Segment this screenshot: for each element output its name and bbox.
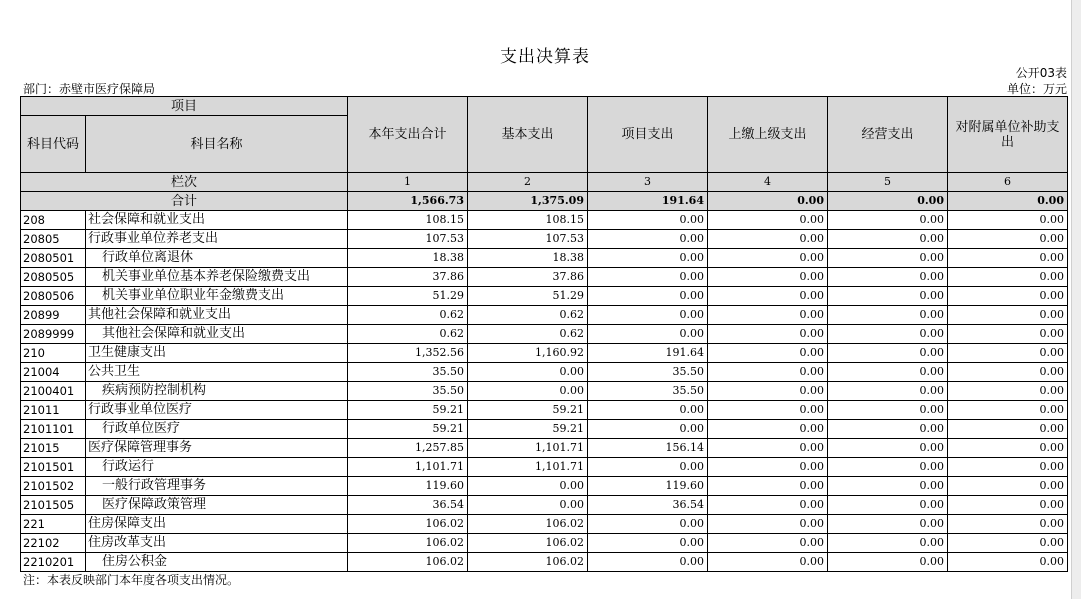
- row-value: 0.00: [708, 249, 828, 268]
- table-row: [21, 458, 1068, 477]
- row-value: 106.02: [348, 534, 468, 553]
- form-meta: [1007, 65, 1067, 97]
- table-row: [21, 477, 1068, 496]
- table-row: [21, 401, 1068, 420]
- row-name: 行政单位医疗: [86, 420, 348, 439]
- row-value: 119.60: [348, 477, 468, 496]
- column-number-row: [21, 173, 1068, 192]
- row-value: 108.15: [468, 211, 588, 230]
- table-row: [21, 515, 1068, 534]
- row-value: 0.00: [828, 477, 948, 496]
- row-value: 0.00: [828, 553, 948, 572]
- table-row: [21, 420, 1068, 439]
- total-value-cell: 1,375.09: [468, 192, 588, 211]
- row-value: 0.00: [588, 230, 708, 249]
- row-value: 35.50: [588, 382, 708, 401]
- header-item-group: 项目: [21, 97, 348, 116]
- row-code: 210: [21, 344, 86, 363]
- row-value: 51.29: [348, 287, 468, 306]
- row-value: 0.00: [828, 534, 948, 553]
- row-value: 0.00: [708, 477, 828, 496]
- header-operating: 经营支出: [828, 97, 948, 173]
- row-value: 0.00: [708, 211, 828, 230]
- row-value: 0.00: [708, 287, 828, 306]
- column-number-cell: 1: [348, 173, 468, 192]
- row-value: 0.00: [948, 344, 1068, 363]
- row-value: 107.53: [348, 230, 468, 249]
- row-value: 0.00: [948, 287, 1068, 306]
- row-value: 0.00: [828, 211, 948, 230]
- row-value: 0.00: [948, 268, 1068, 287]
- table-row: [21, 439, 1068, 458]
- row-value: 35.50: [588, 363, 708, 382]
- row-value: 59.21: [468, 401, 588, 420]
- total-value-cell: 1,566.73: [348, 192, 468, 211]
- row-name: 住房保障支出: [86, 515, 348, 534]
- footnote: 注：本表反映部门本年度各项支出情况。: [23, 573, 240, 587]
- row-value: 0.00: [588, 553, 708, 572]
- table-row: [21, 230, 1068, 249]
- row-value: 106.02: [348, 515, 468, 534]
- row-value: 36.54: [348, 496, 468, 515]
- row-value: 0.00: [588, 401, 708, 420]
- row-value: 0.00: [588, 325, 708, 344]
- row-name: 机关事业单位职业年金缴费支出: [86, 287, 348, 306]
- row-value: 106.02: [468, 553, 588, 572]
- row-name: 其他社会保障和就业支出: [86, 325, 348, 344]
- row-value: 0.00: [468, 382, 588, 401]
- row-name: 医疗保障政策管理: [86, 496, 348, 515]
- row-value: 0.00: [468, 363, 588, 382]
- row-value: 0.00: [948, 534, 1068, 553]
- row-value: 0.00: [708, 553, 828, 572]
- row-value: 0.00: [708, 515, 828, 534]
- row-code: 208: [21, 211, 86, 230]
- total-value-cell: 0.00: [828, 192, 948, 211]
- row-value: 0.00: [708, 325, 828, 344]
- row-value: 1,101.71: [468, 458, 588, 477]
- row-name: 其他社会保障和就业支出: [86, 306, 348, 325]
- row-name: 行政运行: [86, 458, 348, 477]
- row-value: 0.00: [948, 439, 1068, 458]
- row-value: 1,101.71: [468, 439, 588, 458]
- row-code: 2100401: [21, 382, 86, 401]
- row-value: 0.00: [948, 553, 1068, 572]
- row-name: 住房公积金: [86, 553, 348, 572]
- row-value: 37.86: [348, 268, 468, 287]
- row-value: 0.00: [948, 401, 1068, 420]
- row-code: 22102: [21, 534, 86, 553]
- row-value: 0.00: [948, 306, 1068, 325]
- row-value: 0.00: [828, 287, 948, 306]
- row-value: 0.00: [828, 420, 948, 439]
- row-value: 119.60: [588, 477, 708, 496]
- row-value: 1,352.56: [348, 344, 468, 363]
- row-value: 106.02: [468, 534, 588, 553]
- row-value: 0.62: [468, 325, 588, 344]
- row-value: 0.00: [948, 325, 1068, 344]
- row-value: 0.00: [468, 496, 588, 515]
- row-code: 2101502: [21, 477, 86, 496]
- row-code: 2080505: [21, 268, 86, 287]
- column-number-cell: 2: [468, 173, 588, 192]
- row-value: 0.00: [588, 249, 708, 268]
- row-name: 一般行政管理事务: [86, 477, 348, 496]
- row-code: 2210201: [21, 553, 86, 572]
- row-value: 1,160.92: [468, 344, 588, 363]
- row-value: 0.00: [588, 515, 708, 534]
- form-number: 公开03表: [1015, 66, 1067, 80]
- header-name: 科目名称: [86, 116, 348, 173]
- row-value: 0.00: [828, 249, 948, 268]
- row-value: 35.50: [348, 363, 468, 382]
- row-value: 0.00: [828, 439, 948, 458]
- row-value: 0.00: [708, 458, 828, 477]
- row-value: 0.00: [828, 401, 948, 420]
- table-row: [21, 249, 1068, 268]
- row-value: 0.00: [828, 363, 948, 382]
- row-value: 0.00: [828, 515, 948, 534]
- row-value: 37.86: [468, 268, 588, 287]
- row-value: 0.00: [948, 211, 1068, 230]
- table-row: [21, 325, 1068, 344]
- row-name: 行政事业单位养老支出: [86, 230, 348, 249]
- row-value: 0.00: [588, 211, 708, 230]
- row-name: 行政单位离退休: [86, 249, 348, 268]
- row-value: 106.02: [348, 553, 468, 572]
- row-value: 0.00: [588, 420, 708, 439]
- column-number-cell: 3: [588, 173, 708, 192]
- row-value: 0.00: [828, 230, 948, 249]
- row-code: 21004: [21, 363, 86, 382]
- row-value: 0.00: [948, 420, 1068, 439]
- row-value: 59.21: [348, 420, 468, 439]
- row-value: 0.00: [708, 420, 828, 439]
- row-value: 18.38: [468, 249, 588, 268]
- header-total: 本年支出合计: [348, 97, 468, 173]
- header-subsidy: 对附属单位补助支出: [948, 97, 1068, 173]
- column-number-cell: 6: [948, 173, 1068, 192]
- row-name: 社会保障和就业支出: [86, 211, 348, 230]
- row-name: 住房改革支出: [86, 534, 348, 553]
- row-name: 卫生健康支出: [86, 344, 348, 363]
- row-value: 51.29: [468, 287, 588, 306]
- table-row: [21, 344, 1068, 363]
- header-basic: 基本支出: [468, 97, 588, 173]
- row-value: 0.00: [588, 287, 708, 306]
- total-row: [21, 192, 1068, 211]
- expenditure-table: [20, 96, 1068, 572]
- row-code: 2101501: [21, 458, 86, 477]
- row-name: 行政事业单位医疗: [86, 401, 348, 420]
- row-value: 0.00: [948, 458, 1068, 477]
- row-value: 0.00: [708, 230, 828, 249]
- table-row: [21, 553, 1068, 572]
- row-code: 20899: [21, 306, 86, 325]
- table-body: [21, 211, 1068, 572]
- row-code: 2101101: [21, 420, 86, 439]
- row-value: 156.14: [588, 439, 708, 458]
- row-value: 0.00: [588, 458, 708, 477]
- row-value: 107.53: [468, 230, 588, 249]
- row-value: 0.00: [948, 363, 1068, 382]
- row-value: 1,101.71: [348, 458, 468, 477]
- header-code: 科目代码: [21, 116, 86, 173]
- row-value: 0.00: [828, 382, 948, 401]
- row-value: 0.00: [948, 477, 1068, 496]
- row-value: 0.00: [828, 344, 948, 363]
- row-value: 0.00: [948, 230, 1068, 249]
- row-value: 0.00: [828, 306, 948, 325]
- column-number-cell: 5: [828, 173, 948, 192]
- header-project: 项目支出: [588, 97, 708, 173]
- row-value: 1,257.85: [348, 439, 468, 458]
- row-code: 21011: [21, 401, 86, 420]
- row-value: 0.00: [948, 496, 1068, 515]
- row-value: 0.00: [828, 268, 948, 287]
- row-value: 0.00: [588, 268, 708, 287]
- table-row: [21, 211, 1068, 230]
- row-value: 0.62: [468, 306, 588, 325]
- row-value: 0.00: [588, 534, 708, 553]
- total-value-cell: 0.00: [948, 192, 1068, 211]
- expenditure-table-wrapper: [20, 96, 1068, 572]
- row-value: 0.62: [348, 306, 468, 325]
- row-value: 0.00: [708, 344, 828, 363]
- total-label: 合计: [21, 192, 348, 211]
- row-code: 2089999: [21, 325, 86, 344]
- row-value: 0.00: [708, 496, 828, 515]
- row-value: 0.00: [708, 382, 828, 401]
- table-row: [21, 363, 1068, 382]
- header-upper: 上缴上级支出: [708, 97, 828, 173]
- row-value: 0.00: [828, 325, 948, 344]
- table-row: [21, 268, 1068, 287]
- row-value: 0.00: [708, 306, 828, 325]
- row-code: 21015: [21, 439, 86, 458]
- row-code: 2080506: [21, 287, 86, 306]
- row-name: 医疗保障管理事务: [86, 439, 348, 458]
- row-code: 2080501: [21, 249, 86, 268]
- row-value: 0.00: [708, 363, 828, 382]
- row-value: 0.00: [948, 249, 1068, 268]
- department-label: 部门：赤壁市医疗保障局: [23, 82, 156, 96]
- row-value: 191.64: [588, 344, 708, 363]
- row-value: 35.50: [348, 382, 468, 401]
- row-value: 59.21: [348, 401, 468, 420]
- row-value: 0.00: [708, 439, 828, 458]
- row-code: 221: [21, 515, 86, 534]
- table-row: [21, 306, 1068, 325]
- row-name: 公共卫生: [86, 363, 348, 382]
- row-value: 18.38: [348, 249, 468, 268]
- column-number-cell: 4: [708, 173, 828, 192]
- total-value-cell: 0.00: [708, 192, 828, 211]
- page-title: 支出决算表: [500, 47, 590, 67]
- row-value: 0.00: [828, 458, 948, 477]
- table-row: [21, 382, 1068, 401]
- unit-label: 单位：万元: [1006, 82, 1067, 96]
- row-value: 106.02: [468, 515, 588, 534]
- row-value: 0.00: [468, 477, 588, 496]
- row-value: 36.54: [588, 496, 708, 515]
- total-value-cell: 191.64: [588, 192, 708, 211]
- row-code: 20805: [21, 230, 86, 249]
- row-value: 0.00: [708, 401, 828, 420]
- row-code: 2101505: [21, 496, 86, 515]
- scrollbar-edge: [1071, 0, 1081, 599]
- table-row: [21, 496, 1068, 515]
- row-name: 疾病预防控制机构: [86, 382, 348, 401]
- row-value: 0.00: [828, 496, 948, 515]
- row-value: 0.00: [708, 534, 828, 553]
- row-value: 0.00: [948, 382, 1068, 401]
- row-value: 0.00: [588, 306, 708, 325]
- column-number-label: 栏次: [21, 173, 348, 192]
- row-value: 0.00: [708, 268, 828, 287]
- row-value: 108.15: [348, 211, 468, 230]
- row-value: 0.62: [348, 325, 468, 344]
- row-value: 59.21: [468, 420, 588, 439]
- row-value: 0.00: [948, 515, 1068, 534]
- table-row: [21, 534, 1068, 553]
- table-row: [21, 287, 1068, 306]
- row-name: 机关事业单位基本养老保险缴费支出: [86, 268, 348, 287]
